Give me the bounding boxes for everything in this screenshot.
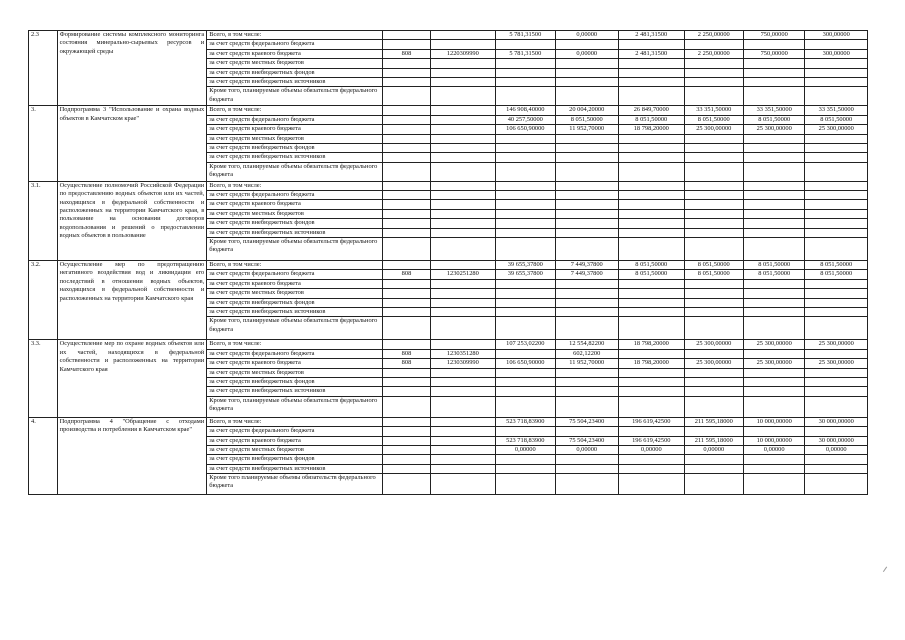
- value-cell: 0,00000: [619, 445, 685, 454]
- value-cell: 25 300,00000: [805, 340, 868, 349]
- source-label: за счет средств краевого бюджета: [207, 125, 383, 134]
- value-cell: 2 481,31500: [619, 31, 685, 40]
- value-cell: 11 952,70000: [555, 125, 619, 134]
- source-label: Всего, в том числе:: [207, 261, 383, 270]
- value-cell: 5 781,31500: [496, 49, 555, 58]
- table-row: [29, 106, 868, 115]
- source-label: за счет средств внебюджетных источников: [207, 464, 383, 473]
- source-label: за счет средств федерального бюджета: [207, 270, 383, 279]
- source-label: за счет средств внебюджетных фондов: [207, 455, 383, 464]
- value-cell: 0,00000: [555, 49, 619, 58]
- value-cell: 523 718,83900: [496, 436, 555, 445]
- source-label: за счет средств федерального бюджета: [207, 40, 383, 49]
- source-label: Кроме того планируемые объемы обязательств федерального бюджета: [207, 474, 383, 495]
- value-cell: 7 449,37800: [555, 261, 619, 270]
- value-cell: 39 655,37800: [496, 270, 555, 279]
- ministry-code: 808: [383, 359, 430, 368]
- activity-name: Подпрограмма 3 "Использование и охрана водных объектов в Камчатском крае": [57, 106, 207, 181]
- value-cell: 25 300,00000: [743, 359, 804, 368]
- source-label: Всего, в том числе:: [207, 106, 383, 115]
- value-cell: 0,00000: [555, 445, 619, 454]
- value-cell: 18 798,20000: [619, 340, 685, 349]
- row-number: 3.3.: [29, 340, 58, 417]
- value-cell: 0,00000: [496, 445, 555, 454]
- value-cell: 0,00000: [684, 445, 743, 454]
- activity-name: Подпрограмма 4 "Обращение с отходами производства и потребления в Камчатском крае": [57, 417, 207, 494]
- value-cell: 196 619,42500: [619, 436, 685, 445]
- source-label: за счет средств внебюджетных фондов: [207, 298, 383, 307]
- value-cell: 33 351,50000: [684, 106, 743, 115]
- value-cell: 8 051,50000: [619, 115, 685, 124]
- value-cell: 8 051,50000: [743, 261, 804, 270]
- source-label: Всего, в том числе:: [207, 31, 383, 40]
- value-cell: 30 000,00000: [805, 436, 868, 445]
- source-label: за счет средств внебюджетных источников: [207, 307, 383, 316]
- source-label: за счет средств краевого бюджета: [207, 359, 383, 368]
- source-label: Всего, в том числе:: [207, 417, 383, 426]
- activity-name: Осуществление мер по охране водных объектов или их частей, находящихся в федеральной собственности и расположенных на территории Камчатского края: [57, 340, 207, 417]
- source-label: Кроме того, планируемые объемы обязательств федерального бюджета: [207, 87, 383, 106]
- value-cell: 107 253,02200: [496, 340, 555, 349]
- ministry-code: 808: [383, 349, 430, 358]
- value-cell: 12 554,82200: [555, 340, 619, 349]
- source-label: за счет средств местных бюджетов: [207, 368, 383, 377]
- value-cell: 25 300,00000: [805, 125, 868, 134]
- value-cell: 39 655,37800: [496, 261, 555, 270]
- value-cell: 8 051,50000: [743, 270, 804, 279]
- source-label: за счет средств внебюджетных фондов: [207, 219, 383, 228]
- source-label: Всего, в том числе:: [207, 181, 383, 190]
- source-label: Всего, в том числе:: [207, 340, 383, 349]
- row-number: 2.3: [29, 31, 58, 106]
- source-label: за счет средств краевого бюджета: [207, 279, 383, 288]
- value-cell: 8 051,50000: [619, 261, 685, 270]
- value-cell: 25 300,00000: [684, 340, 743, 349]
- row-number: 3.2.: [29, 261, 58, 340]
- value-cell: 750,00000: [743, 31, 804, 40]
- value-cell: 300,00000: [805, 31, 868, 40]
- table-row: [29, 417, 868, 426]
- value-cell: 5 781,31500: [496, 31, 555, 40]
- value-cell: 8 051,50000: [684, 270, 743, 279]
- value-cell: 10 000,00000: [743, 417, 804, 426]
- value-cell: 8 051,50000: [619, 270, 685, 279]
- budget-code: 1230309990: [430, 359, 496, 368]
- source-label: за счет средств внебюджетных фондов: [207, 143, 383, 152]
- source-label: Кроме того, планируемые объемы обязательств федерального бюджета: [207, 317, 383, 340]
- table-row: [29, 261, 868, 270]
- source-label: за счет средств местных бюджетов: [207, 59, 383, 68]
- table-row: [29, 181, 868, 190]
- value-cell: 211 595,18000: [684, 417, 743, 426]
- value-cell: [743, 349, 804, 358]
- value-cell: [496, 349, 555, 358]
- source-label: за счет средств внебюджетных источников: [207, 228, 383, 237]
- value-cell: [805, 349, 868, 358]
- value-cell: 40 257,50000: [496, 115, 555, 124]
- value-cell: 26 849,70000: [619, 106, 685, 115]
- value-cell: 11 952,70000: [555, 359, 619, 368]
- value-cell: 300,00000: [805, 49, 868, 58]
- value-cell: [684, 349, 743, 358]
- value-cell: [619, 349, 685, 358]
- source-label: за счет средств федерального бюджета: [207, 349, 383, 358]
- value-cell: 25 300,00000: [743, 340, 804, 349]
- scan-artifact: [883, 567, 892, 576]
- source-label: за счет средств местных бюджетов: [207, 209, 383, 218]
- source-label: за счет средств краевого бюджета: [207, 200, 383, 209]
- source-label: за счет средств федерального бюджета: [207, 115, 383, 124]
- value-cell: 30 000,00000: [805, 417, 868, 426]
- value-cell: 10 000,00000: [743, 436, 804, 445]
- source-label: Кроме того, планируемые объемы обязательств федерального бюджета: [207, 238, 383, 261]
- value-cell: 8 051,50000: [743, 115, 804, 124]
- source-label: за счет средств внебюджетных источников: [207, 153, 383, 162]
- budget-table: [28, 30, 868, 495]
- activity-name: Осуществление мер по предотвращению негативного воздействия вод и ликвидации его последствий в отношении водных объектов, находящихся в федеральной собственности и расположенных на территории Камчатского края: [57, 261, 207, 340]
- value-cell: 8 051,50000: [805, 270, 868, 279]
- source-label: за счет средств местных бюджетов: [207, 134, 383, 143]
- value-cell: 0,00000: [555, 31, 619, 40]
- value-cell: 8 051,50000: [555, 115, 619, 124]
- budget-code: 1230351280: [430, 349, 496, 358]
- ministry-code: 808: [383, 49, 430, 58]
- value-cell: 25 300,00000: [684, 125, 743, 134]
- source-label: за счет средств внебюджетных фондов: [207, 377, 383, 386]
- source-label: Кроме того, планируемые объемы обязательств федерального бюджета: [207, 162, 383, 181]
- source-label: Кроме того, планируемые объемы обязательств федерального бюджета: [207, 396, 383, 417]
- activity-name: Формирование системы комплексного мониторинга состояния минерально-сырьевых ресурсов и окружающей среды: [57, 31, 207, 106]
- source-label: за счет средств внебюджетных фондов: [207, 68, 383, 77]
- value-cell: 20 004,20000: [555, 106, 619, 115]
- table-row: [29, 340, 868, 349]
- value-cell: 106 650,90000: [496, 125, 555, 134]
- value-cell: 211 595,18000: [684, 436, 743, 445]
- ministry-code: 808: [383, 270, 430, 279]
- value-cell: 8 051,50000: [684, 261, 743, 270]
- value-cell: 0,00000: [805, 445, 868, 454]
- value-cell: 523 718,83900: [496, 417, 555, 426]
- value-cell: 146 908,40000: [496, 106, 555, 115]
- value-cell: 33 351,50000: [805, 106, 868, 115]
- activity-name: Осуществление полномочий Российской Федерации по предоставлению водных объектов или их частей, находящихся в федеральной собственности и расположенных на территории Камчатского края, в пользование на основании договоров водопользования и решений о предоставлении водных объектов в пользование: [57, 181, 207, 260]
- value-cell: 2 250,00000: [684, 31, 743, 40]
- value-cell: 75 504,23400: [555, 417, 619, 426]
- row-number: 4.: [29, 417, 58, 494]
- source-label: за счет средств местных бюджетов: [207, 445, 383, 454]
- value-cell: 750,00000: [743, 49, 804, 58]
- value-cell: 106 650,90000: [496, 359, 555, 368]
- value-cell: 25 300,00000: [684, 359, 743, 368]
- source-label: за счет средств внебюджетных источников: [207, 77, 383, 86]
- source-label: за счет средств федерального бюджета: [207, 427, 383, 436]
- row-number: 3.1.: [29, 181, 58, 260]
- value-cell: 602,12200: [555, 349, 619, 358]
- value-cell: 7 449,37800: [555, 270, 619, 279]
- source-label: за счет средств краевого бюджета: [207, 436, 383, 445]
- source-label: за счет средств местных бюджетов: [207, 289, 383, 298]
- value-cell: 75 504,23400: [555, 436, 619, 445]
- value-cell: 196 619,42500: [619, 417, 685, 426]
- value-cell: 8 051,50000: [684, 115, 743, 124]
- budget-code: 1230251280: [430, 270, 496, 279]
- value-cell: 8 051,50000: [805, 261, 868, 270]
- table-row: [29, 31, 868, 40]
- value-cell: 18 798,20000: [619, 359, 685, 368]
- source-label: за счет средств внебюджетных источников: [207, 387, 383, 396]
- row-number: 3.: [29, 106, 58, 181]
- value-cell: 2 250,00000: [684, 49, 743, 58]
- value-cell: 8 051,50000: [805, 115, 868, 124]
- value-cell: 25 300,00000: [743, 125, 804, 134]
- value-cell: 2 481,31500: [619, 49, 685, 58]
- source-label: за счет средств краевого бюджета: [207, 49, 383, 58]
- budget-code: 1220309990: [430, 49, 496, 58]
- source-label: за счет средств федерального бюджета: [207, 191, 383, 200]
- value-cell: 33 351,50000: [743, 106, 804, 115]
- value-cell: 25 300,00000: [805, 359, 868, 368]
- value-cell: 0,00000: [743, 445, 804, 454]
- value-cell: 18 798,20000: [619, 125, 685, 134]
